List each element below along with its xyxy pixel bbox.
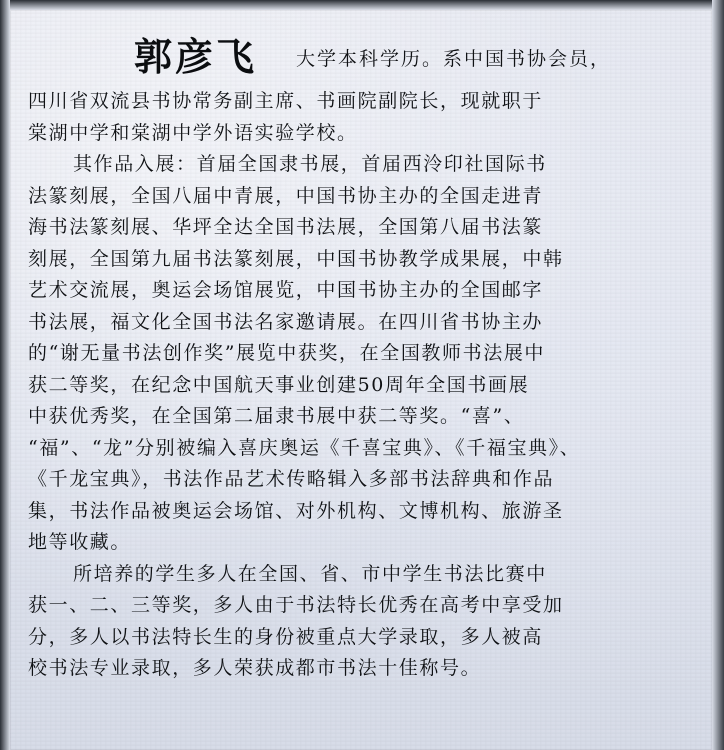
article-line: 海书法篆刻展、华坪全达全国书法展，全国第八届书法篆 <box>28 216 544 238</box>
photo-edge-right <box>712 0 724 750</box>
article-line: “福”、“龙”分别被编入喜庆奥运《千喜宝典》、《千福宝典》、 <box>28 436 581 459</box>
article-content <box>28 28 694 732</box>
article-line: 艺术交流展，奥运会场馆展览，中国书协主办的全国邮字 <box>28 279 544 301</box>
paragraph-start: 所培养的学生多人在全国、省、市中学生书法比赛中 <box>73 562 547 585</box>
article-line: 四川省双流县书协常务副主席、书画院副院长，现就职于 <box>28 90 544 112</box>
article-line: 刻展，全国第九届书法篆刻展，中国书协教学成果展，中韩 <box>28 247 564 270</box>
article-line: 获一、二、三等奖，多人由于书法特长优秀在高考中享受加 <box>28 594 564 616</box>
newspaper-article <box>10 10 712 750</box>
photo-edge-top <box>0 0 724 10</box>
article-line: 分，多人以书法特长生的身份被重点大学录取，多人被高 <box>28 625 544 648</box>
article-line: 《千龙宝典》，书法作品艺术传略辑入多部书法辞典和作品 <box>28 468 555 490</box>
person-name: 郭彦飞 <box>134 35 258 79</box>
paragraph-start: 其作品入展：首届全国隶书展，首届西泠印社国际书 <box>73 153 547 175</box>
article-lead-line: 大学本科学历。系中国书协会员， <box>296 48 612 70</box>
article-line: 集，书法作品被奥运会场馆、对外机构、文博机构、旅游圣 <box>28 499 564 522</box>
article-line: 法篆刻展，全国八届中青展，中国书协主办的全国走进青 <box>28 184 544 207</box>
article-line: 书法展，福文化全国书法名家邀请展。在四川省书协主办 <box>28 310 544 333</box>
article-header-row <box>28 28 694 86</box>
article-line: 获二等奖，在纪念中国航天事业创建50周年全国书画展 <box>28 373 530 396</box>
article-line: 地等收藏。 <box>28 531 132 553</box>
article-line: 中获优秀奖，在全国第二届隶书展中获二等奖。“喜”、 <box>28 405 525 427</box>
article-line: 的“谢无量书法创作奖”展览中获奖，在全国教师书法展中 <box>28 342 546 364</box>
photo-edge-left <box>0 0 10 750</box>
article-line: 校书法专业录取，多人荣获成都市书法十佳称号。 <box>28 657 482 679</box>
article-line: 棠湖中学和棠湖中学外语实验学校。 <box>28 121 358 144</box>
